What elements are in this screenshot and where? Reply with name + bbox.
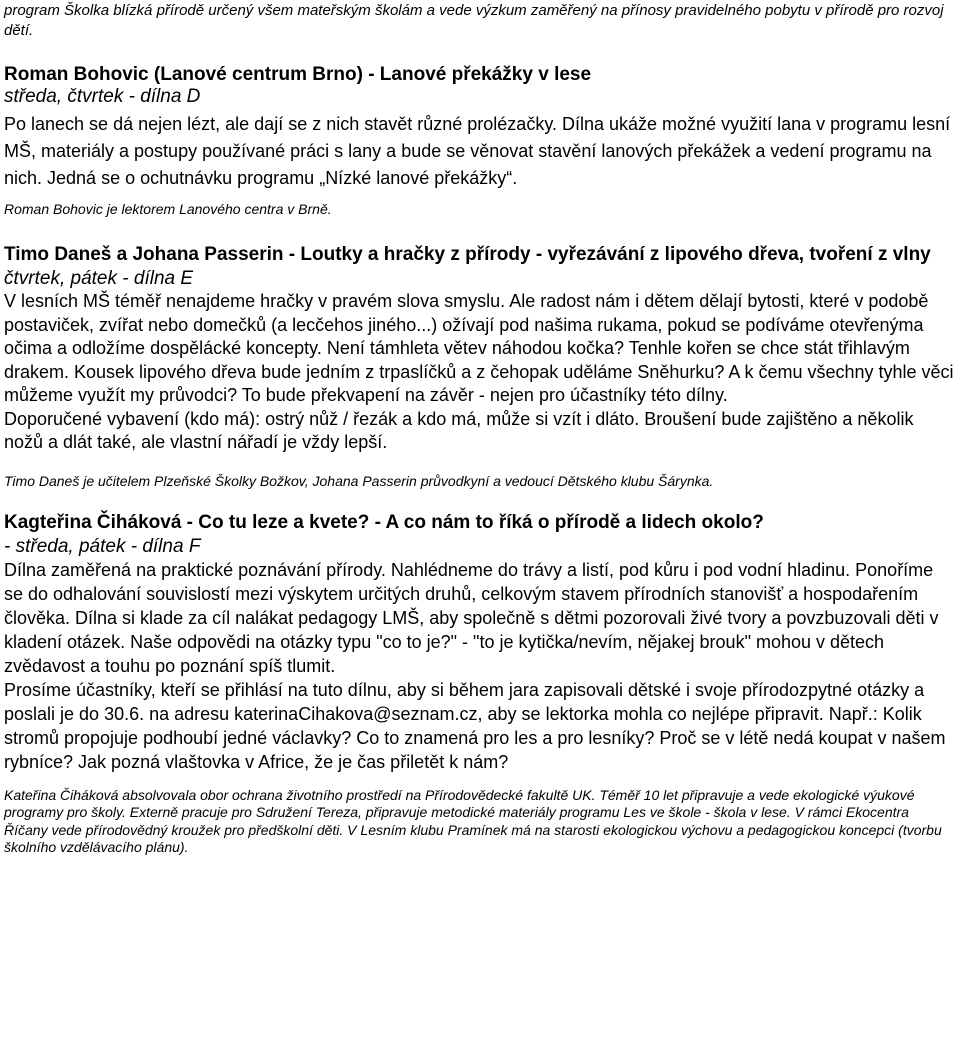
- workshop-title: Kagteřina Čiháková - Co tu leze a kvete? - A co nám to říká o přírodě a lidech okolo?: [4, 511, 764, 533]
- workshop-title: Timo Daneš a Johana Passerin - Loutky a hračky z přírody - vyřezávání z lipového dřeva, tvoření z vlny: [4, 244, 931, 265]
- workshop-title: Roman Bohovic (Lanové centrum Brno) - Lanové překážky v lese: [4, 64, 592, 85]
- workshop-schedule: - středa, pátek - dílna F: [4, 535, 201, 557]
- lecturer-note: Roman Bohovic je lektorem Lanového centra v Brně.: [4, 201, 332, 217]
- workshop-f: [4, 510, 956, 857]
- workshop-request: Prosíme účastníky, kteří se přihlásí na tuto dílnu, aby si během jara zapisovali dětské i svoje přírodozpytné otázky a poslali je do 30.6. na adresu katerinaCihakova@seznam.cz, aby se lektorka mohla co nejlépe připravit. Např.: Kolik stromů propojuje podhoubí jedné václavky? Co to znamená pro les a pro lesníky? Proč se v létě nedá koupat v našem rybníce? Jak pozná vlaštovka v Africe, že je čas přiletět k nám?: [4, 679, 946, 772]
- lecturer-note: Timo Daneš je učitelem Plzeňské Školky Božkov, Johana Passerin průvodkyní a vedoucí Dětského klubu Šárynka.: [4, 472, 714, 489]
- workshop-description: Po lanech se dá nejen lézt, ale dají se z nich stavět různé prolézačky. Dílna ukáže možné využití lana v programu lesní MŠ, materiály a postupy používané práci s lany a bude se věnovat stavění lanových překážek a vedení programu na nich. Jedná se o ochutnávku programu „Nízké lanové překážky“.: [4, 114, 951, 188]
- workshop-description: Dílna zaměřená na praktické poznávání přírody. Nahlédneme do trávy a listí, pod kůru i pod vodní hladinu. Ponoříme se do odhalování souvislostí mezi výskytem určitých druhů, celkovým stavem přírodních stanovišť a hospodařením člověka. Dílna si klade za cíl nalákat pedagogy LMŠ, aby společně s dětmi pozorovali živé tvory a povzbuzovali děti v kladení otázek. Naše odpovědi na otázky typu "co to je?" - "to je kytička/nevím, nějakej brouk" mohou v dětech zvědavost a touhu po poznání spíš tlumit.: [4, 559, 939, 676]
- lecturer-note: Kateřina Čiháková absolvovala obor ochrana životního prostředí na Přírodovědecké fakultě UK. Téměř 10 let připravuje a vede ekologické výukové programy pro školy. Externě pracuje pro Sdružení Tereza, připravuje metodické materiály programu Les ve škole - škola v lese. V rámci Ekocentra Říčany vede přírodovědný kroužek pro předškolní děti. V Lesním klubu Pramínek má na starosti ekologickou výchovu a pedagogickou koncepci (tvorbu školního vzdělávacího plánu).: [4, 786, 942, 855]
- intro-text: program Školka blízká přírodě určený všem mateřským školám a vede výzkum zaměřený na přínosy pravidelného pobytu v přírodě pro rozvoj dětí.: [4, 2, 944, 39]
- workshop-description: V lesních MŠ téměř nenajdeme hračky v pravém slova smyslu. Ale radost nám i dětem dělají bytosti, které v podobě postaviček, zvířat nebo domečků (a lecčehos jiného...) ožívají pod našima rukama, pokud se podíváme otevřenýma očima a odložíme dospělácké koncepty. Není támhleta větev náhodou kočka? Tenhle kořen se chce stát třihlavým drakem. Kousek lipového dřeva bude jedním z trpaslíčků a z čehopak uděláme Sněhurku? A k čemu všechny tyhle věci můžeme využít my průvodci? To bude překvapení na závěr - nejen pro účastníky této dílny.: [4, 291, 954, 405]
- workshop-d: [4, 64, 956, 218]
- workshop-e: [4, 243, 956, 490]
- workshop-schedule: středa, čtvrtek - dílna D: [4, 86, 201, 107]
- workshop-schedule: čtvrtek, pátek - dílna E: [4, 268, 194, 289]
- workshop-equipment: Doporučené vybavení (kdo má): ostrý nůž / řezák a kdo má, může si vzít i dláto. Broušení bude zajištěno a několik nožů a dlát také, ale vlastní nářadí je vždy lepší.: [4, 408, 914, 452]
